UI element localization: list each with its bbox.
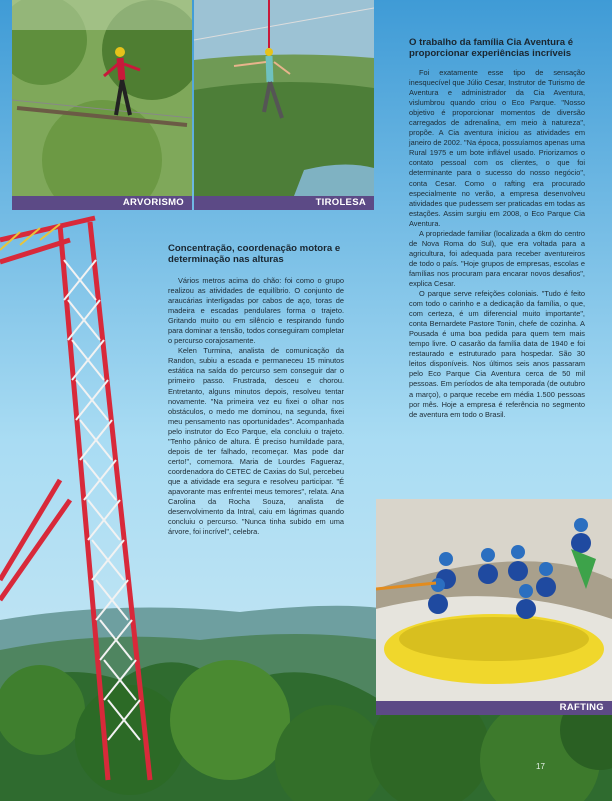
tirolesa-photo [194,0,374,196]
arvorismo-caption: ARVORISMO [12,196,192,210]
left-article-paragraph: Kelen Turmina, analista de comunicação da Randon, subiu a escada e permaneceu 15 minutos estática na saída do percurso sem conseguir dar o primeiro passo. Frustrada, desceu e chorou. Entretanto, alguns minutos depois, resolveu tentar novamente. "Na primeira vez eu fixei o olhar nos obstáculos, o medo me dominou, na segunda, fixei meu pensamento nas oportunidades". Acompanhada pelo instrutor do Eco Parque, ela concluiu o trajeto. "Tenho pânico de altura. É preciso humildade para, depois de ter falhado, recomeçar. Mas pode dar certo!", comemora. Maria de Lourdes Fagueraz, coordenadora do CETEC de Caxias do Sul, percebeu que a atividade era segura e resolveu participar. "É apavorante mas enfrentei meus temores", relata. Ana Carolina da Rocha Souza, analista de desenvolvimento da Intral, caiu em lágrimas quando concluiu o percurso. "Nunca tinha subido em uma árvore, foi incrível", celebra. [168,346,344,537]
tirolesa-caption: TIROLESA [194,196,374,210]
right-article-heading: O trabalho da família Cia Aventura é proporcionar experiências incríveis [409,37,574,59]
left-article-heading: Concentração, coordenação motora e determinação nas alturas [168,243,341,265]
right-article-paragraph: Foi exatamente esse tipo de sensação inesquecível que Júlio Cesar, Instrutor de Turismo de Aventura e administrador da Cia Aventura, vislumbrou quando criou o Eco Parque. "Nosso objetivo é proporcionar momentos de diversão carregados de adrenalina, em meio à natureza", propõe. A Cia aventura iniciou as atividades em janeiro de 2002. "Na época, possuíamos apenas uma Rural 1975 e um bote inflável usado. Priorizamos o contato pessoal com os clientes, o que foi determinante para o sucesso do nosso negócio", conta Cesar. Como o rafting era procurado especialmente no verão, a empresa desenvolveu atividades que pudessem ser praticadas em todas as estações. Assim surgiu em 2008, o Eco Parque Cia Aventura. [409,68,586,228]
page-number: 17 [536,762,545,771]
rafting-caption: RAFTING [376,701,612,715]
left-article-paragraph: Vários metros acima do chão: foi como o grupo realizou as atividades de equilíbrio. O conjunto de araucárias interligadas por cabos de aço, toras de madeira e escadas pendulares forma o trajeto. Gritando muito ou em silêncio e respirando fundo para dominar a tensão, todos conseguiram completar o percurso corajosamente. [168,276,344,346]
right-article-paragraph: A propriedade familiar (localizada a 6km do centro de Nova Roma do Sul), que era voltada para a agricultura, foi adequada para receber aventureiros de todo o país. "Hoje grupos de empresas, escolas e famílias nos procuram para encarar novos desafios", explica Cesar. [409,228,585,288]
right-article-paragraph: O parque serve refeições coloniais. "Tudo é feito com todo o carinho e a dedicação da família, o que, com certeza, é um diferencial muito importante", conta Bernardete Pastore Tonin, chefe de cozinha. A Pousada é uma boa pedida para quem tem mais tempo livre. O casarão da família data de 1940 e foi restaurado e estruturado para hospedar. São 30 leitos disponíveis. Nos últimos seis anos passaram pelo Eco Parque Cia Aventura cerca de 50 mil pessoas. Em períodos de alta temporada (de outubro a março), o parque recebe em média 1.500 pessoas por mês. Hoje a empresa é referência no segmento de aventura em todo o Brasil. [409,289,585,419]
left-article [168,243,344,537]
arvorismo-photo [12,0,192,196]
right-article [409,37,585,420]
rafting-photo [376,499,612,701]
